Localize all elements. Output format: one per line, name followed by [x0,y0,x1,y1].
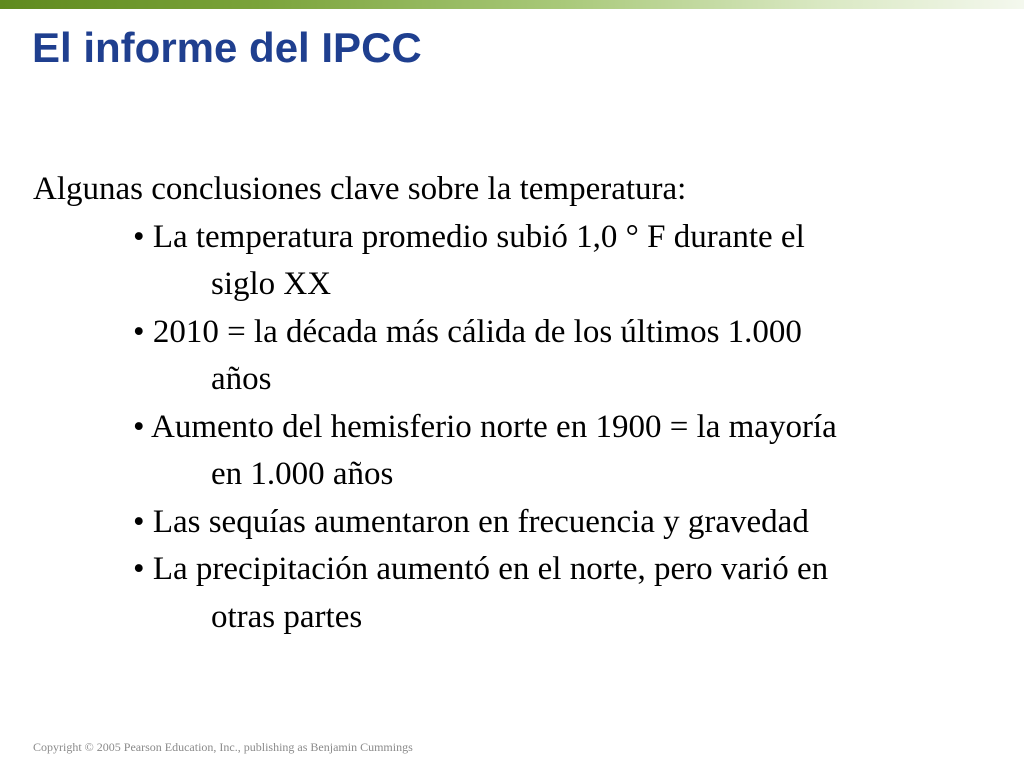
bullet-icon: • [133,218,145,255]
bullet-line [133,546,1003,594]
bullet-item [33,546,1003,641]
bullet-line [133,309,1003,357]
bullet-icon: • [133,503,145,540]
bullet-text: Aumento del hemisferio norte en 1900 = la mayoría [151,408,837,445]
bullet-line [133,499,1003,547]
bullet-continuation: otras partes [211,598,363,635]
bullet-item [33,499,1003,547]
bullet-continuation: siglo XX [211,266,332,302]
bullet-item [33,404,1003,499]
slide-title: El informe del IPCC [32,24,422,71]
bullet-line [133,214,1003,262]
bullet-item [33,214,1003,309]
bullet-item [33,309,1003,404]
top-accent-bar [0,0,1024,9]
bullet-continuation: años [211,361,272,397]
bullet-text: La precipitación aumentó en el norte, pero varió en [152,551,829,587]
slide-body [33,166,1003,641]
bullet-icon: • [133,313,145,350]
bullet-list [33,214,1003,642]
copyright-footer: Copyright © 2005 Pearson Education, Inc., publishing as Benjamin Cummings [33,740,413,754]
bullet-icon: • [133,551,145,587]
bullet-line [133,404,1003,452]
bullet-text: La temperatura promedio subió 1,0 ° F durante el [152,218,805,255]
bullet-icon: • [133,408,145,445]
bullet-text: 2010 = la década más cálida de los últimos 1.000 [152,313,802,350]
intro-text: Algunas conclusiones clave sobre la temperatura: [33,171,687,207]
bullet-text: Las sequías aumentaron en frecuencia y gravedad [152,503,809,540]
bullet-continuation: en 1.000 años [211,456,394,492]
